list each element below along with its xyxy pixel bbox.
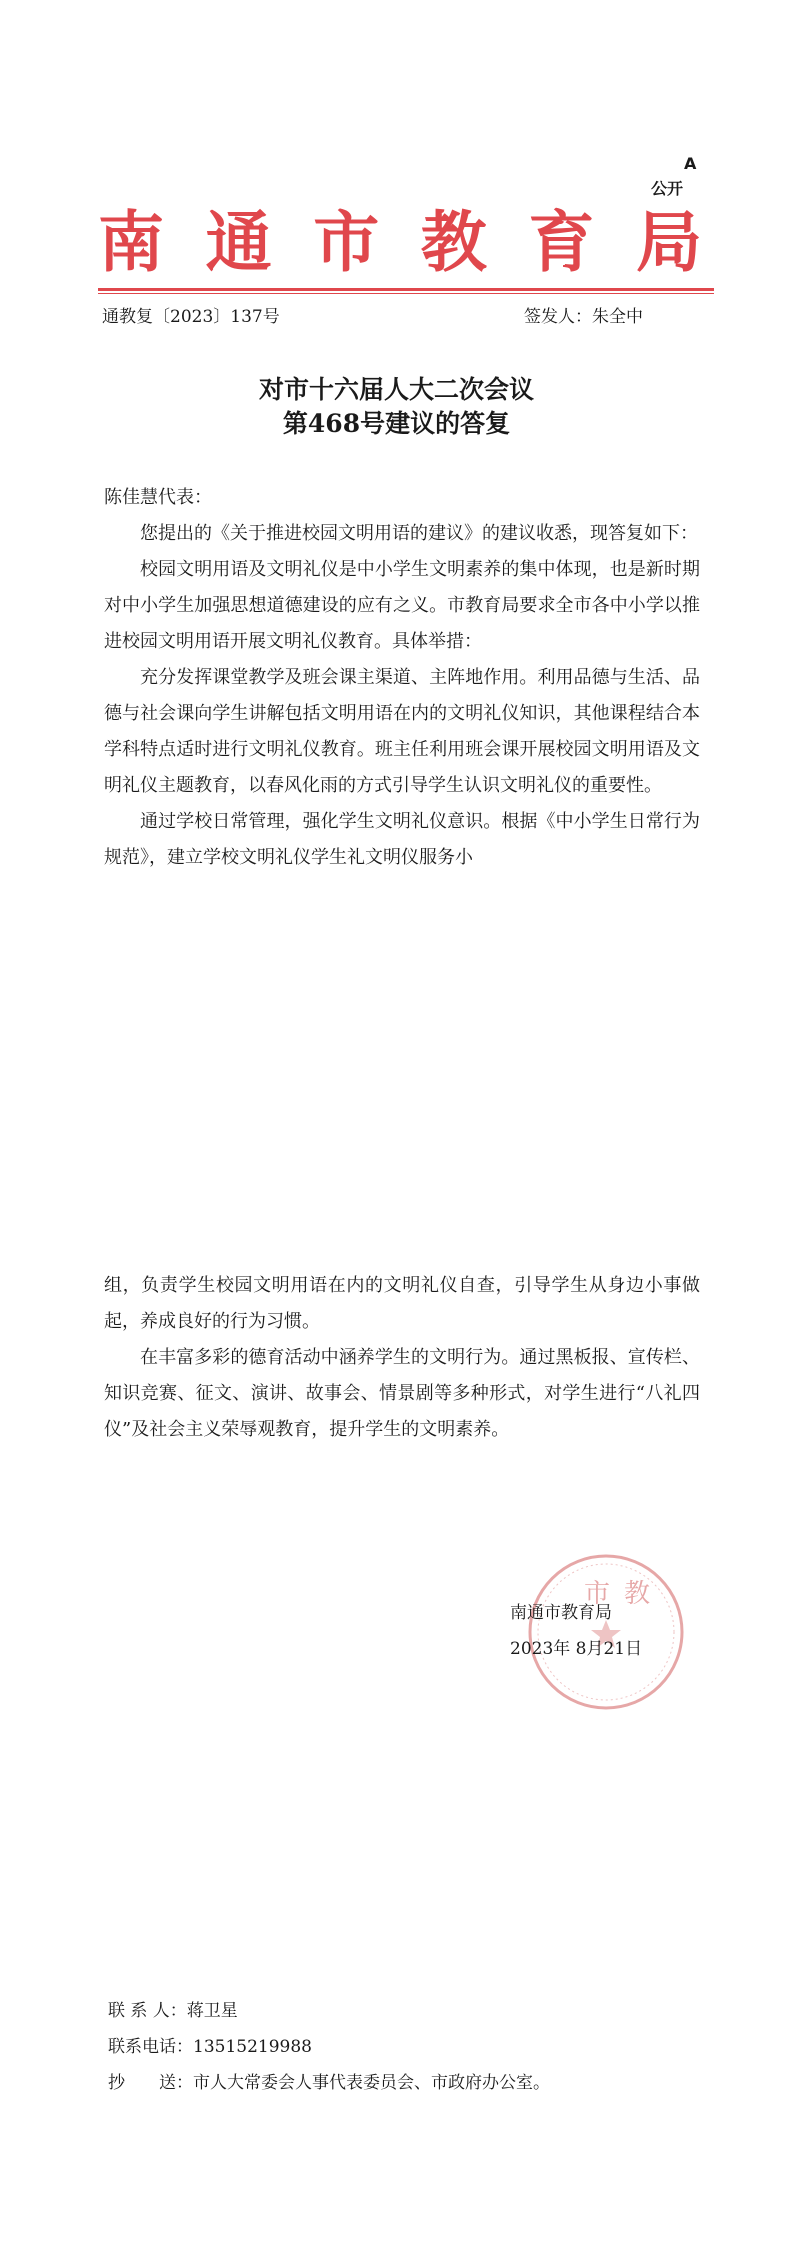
org-char: 通 — [205, 203, 272, 281]
signature-organization: 南通市教育局 — [510, 1603, 612, 1623]
document-title-line-2: 第468号建议的答复 — [282, 409, 511, 438]
org-char: 南 — [98, 203, 164, 281]
body-paragraph: 校园文明用语及文明礼仪是中小学生文明素养的集中体现，也是新时期对中小学生加强思想道德建设的应有之义。市教育局要求全市各中小学以推进校园文明用语开展文明礼仪教育。具体举措： — [104, 559, 700, 652]
body-page-2 — [104, 1268, 700, 1448]
contact-person: 联 系 人：蒋卫星 — [108, 2001, 238, 2021]
org-char: 育 — [528, 203, 595, 281]
org-char: 市 — [313, 203, 380, 281]
salutation: 陈佳慧代表： — [104, 487, 212, 508]
body-paragraph: 在丰富多彩的德育活动中涵养学生的文明行为。通过黑板报、宣传栏、知识竞赛、征文、演讲、故事会、情景剧等多种形式，对学生进行“八礼四仪”及社会主义荣辱观教育，提升学生的文明素养。 — [104, 1347, 700, 1440]
seal-char: 教 — [624, 1579, 651, 1609]
header-rule-thick — [98, 288, 714, 291]
official-seal — [524, 1550, 688, 1714]
body-continuation: 组，负责学生校园文明用语在内的文明礼仪自查，引导学生从身边小事做起，养成良好的行为习惯。 — [104, 1275, 700, 1332]
contact-phone: 联系电话：13515219988 — [108, 2037, 312, 2057]
body-paragraph: 通过学校日常管理，强化学生文明礼仪意识。根据《中小学生日常行为规范》，建立学校文明礼仪学生礼文明仪服务小 — [104, 811, 700, 868]
body-page-1 — [104, 480, 700, 876]
body-paragraph: 您提出的《关于推进校园文明用语的建议》的建议收悉，现答复如下： — [140, 523, 698, 544]
open-marker: 公开 — [651, 179, 684, 198]
document-number: 通教复〔2023〕137号 — [102, 307, 280, 327]
org-name — [98, 200, 702, 284]
org-char: 教 — [420, 203, 487, 281]
signer: 签发人：朱全中 — [524, 307, 643, 327]
signature-date: 2023年 8月21日 — [510, 1639, 643, 1659]
body-paragraph: 充分发挥课堂教学及班会课主渠道、主阵地作用。利用品德与生活、品德与社会课向学生讲解包括文明用语在内的文明礼仪知识，其他课程结合本学科特点适时进行文明礼仪教育。班主任利用班会课开展校园文明用语及文明礼仪主题教育，以春风化雨的方式引导学生认识文明礼仪的重要性。 — [104, 667, 700, 796]
level-marker: A — [684, 154, 697, 173]
seal-char: 市 — [584, 1579, 611, 1609]
org-char: 局 — [635, 203, 702, 281]
cc-label: 抄 送： — [108, 2073, 193, 2093]
cc-line — [108, 2068, 550, 2093]
document-title-line-1: 对市十六届人大二次会议 — [258, 375, 534, 404]
header-rule-thin — [98, 293, 714, 294]
cc-value: 市人大常委会人事代表委员会、市政府办公室。 — [193, 2073, 550, 2093]
